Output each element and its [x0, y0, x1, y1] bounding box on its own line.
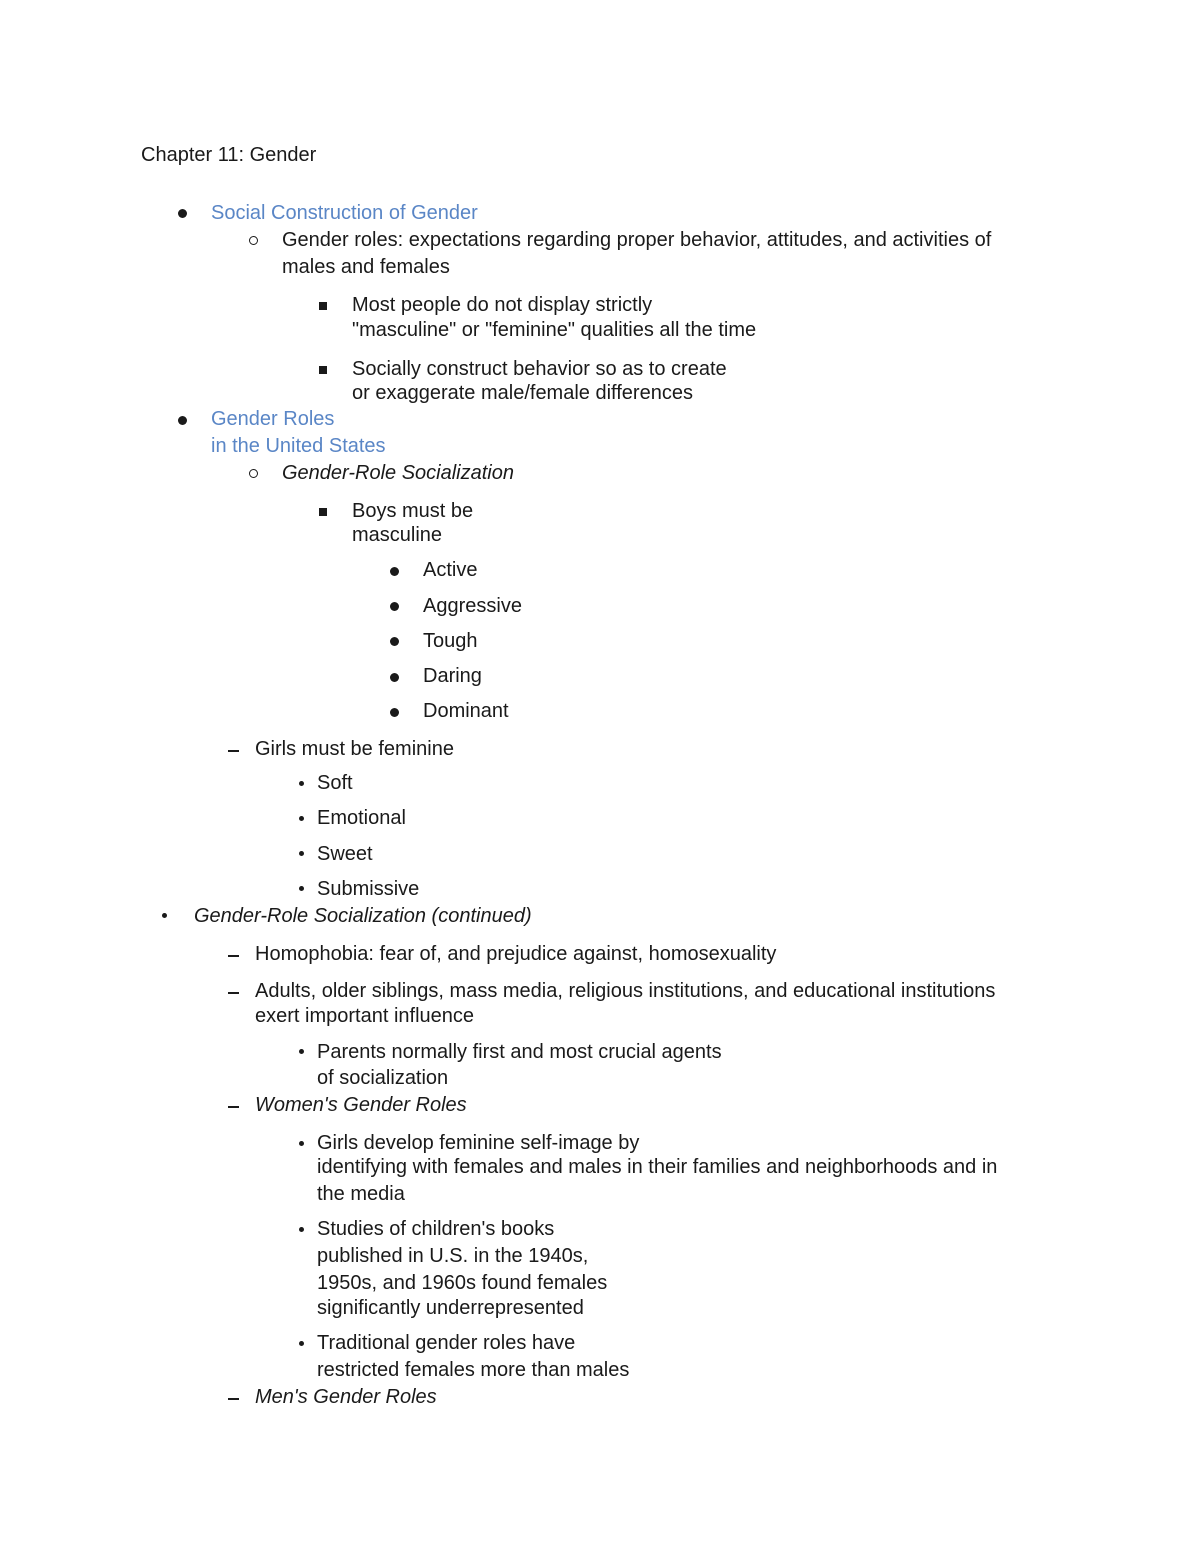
list-item-continued: masculine	[352, 524, 443, 546]
list-item-continued: of socialization	[317, 1067, 449, 1089]
list-item-trait: Daring	[423, 665, 482, 687]
bullet-square-icon	[319, 302, 327, 310]
bullet-small-dot-icon	[162, 913, 167, 918]
list-item-continued: "masculine" or "feminine" qualities all the time	[352, 319, 757, 341]
bullet-small-dot-icon	[299, 886, 304, 891]
subheading-mens-roles: Men's Gender Roles	[255, 1386, 437, 1408]
list-item-continued: identifying with females and males in their families and neighborhoods and in	[317, 1156, 998, 1178]
list-item-trait: Emotional	[317, 807, 406, 829]
heading-gender-roles-us-continued: in the United States	[211, 435, 386, 457]
bullet-dot-icon	[390, 637, 399, 646]
bullet-dot-icon	[390, 708, 399, 717]
list-item: Boys must be	[352, 500, 474, 522]
bullet-dot-icon	[178, 209, 187, 218]
list-item-continued: published in U.S. in the 1940s,	[317, 1245, 589, 1267]
bullet-dot-icon	[178, 416, 187, 425]
list-item: Studies of children's books	[317, 1218, 555, 1240]
list-item-trait: Soft	[317, 772, 353, 794]
list-item-trait: Sweet	[317, 843, 373, 865]
bullet-small-dot-icon	[299, 1141, 304, 1146]
subheading-womens-roles: Women's Gender Roles	[255, 1094, 467, 1116]
heading-social-construction: Social Construction of Gender	[211, 202, 478, 224]
list-item-continued: the media	[317, 1183, 405, 1205]
bullet-square-icon	[319, 508, 327, 516]
list-item: Girls develop feminine self-image by	[317, 1132, 640, 1154]
bullet-small-dot-icon	[299, 1049, 304, 1054]
list-item-trait: Active	[423, 559, 478, 581]
list-item-continued: restricted females more than males	[317, 1359, 630, 1381]
list-item-continued: 1950s, and 1960s found females	[317, 1272, 608, 1294]
list-item-continued: males and females	[282, 256, 450, 278]
list-item: Parents normally first and most crucial agents	[317, 1041, 722, 1063]
bullet-ring-icon	[249, 236, 258, 245]
bullet-dash-icon	[228, 1398, 239, 1400]
subheading-socialization: Gender-Role Socialization	[282, 462, 514, 484]
list-item-trait: Dominant	[423, 700, 509, 722]
list-item: Homophobia: fear of, and prejudice against, homosexuality	[255, 943, 777, 965]
list-item-trait: Tough	[423, 630, 478, 652]
heading-gender-roles-us: Gender Roles	[211, 408, 335, 430]
bullet-dash-icon	[228, 955, 239, 957]
bullet-dash-icon	[228, 750, 239, 752]
bullet-small-dot-icon	[299, 816, 304, 821]
page-title: Chapter 11: Gender	[141, 144, 317, 166]
list-item-continued: or exaggerate male/female differences	[352, 382, 693, 404]
bullet-square-icon	[319, 366, 327, 374]
bullet-ring-icon	[249, 469, 258, 478]
list-item-continued: exert important influence	[255, 1005, 475, 1027]
list-item-trait: Aggressive	[423, 595, 522, 617]
bullet-small-dot-icon	[299, 1227, 304, 1232]
bullet-dash-icon	[228, 1106, 239, 1108]
bullet-dot-icon	[390, 673, 399, 682]
list-item: Traditional gender roles have	[317, 1332, 576, 1354]
bullet-dot-icon	[390, 602, 399, 611]
list-item: Most people do not display strictly	[352, 294, 653, 316]
bullet-small-dot-icon	[299, 851, 304, 856]
bullet-small-dot-icon	[299, 1341, 304, 1346]
list-item: Socially construct behavior so as to create	[352, 358, 727, 380]
list-item: Girls must be feminine	[255, 738, 454, 760]
list-item-trait: Submissive	[317, 878, 420, 900]
list-item: Adults, older siblings, mass media, religious institutions, and educational institutions	[255, 980, 996, 1002]
list-item-continued: significantly underrepresented	[317, 1297, 584, 1319]
bullet-dash-icon	[228, 992, 239, 994]
bullet-dot-icon	[390, 567, 399, 576]
list-item: Gender roles: expectations regarding proper behavior, attitudes, and activities of	[282, 229, 992, 251]
subheading-socialization-continued: Gender-Role Socialization (continued)	[194, 905, 532, 927]
bullet-small-dot-icon	[299, 781, 304, 786]
